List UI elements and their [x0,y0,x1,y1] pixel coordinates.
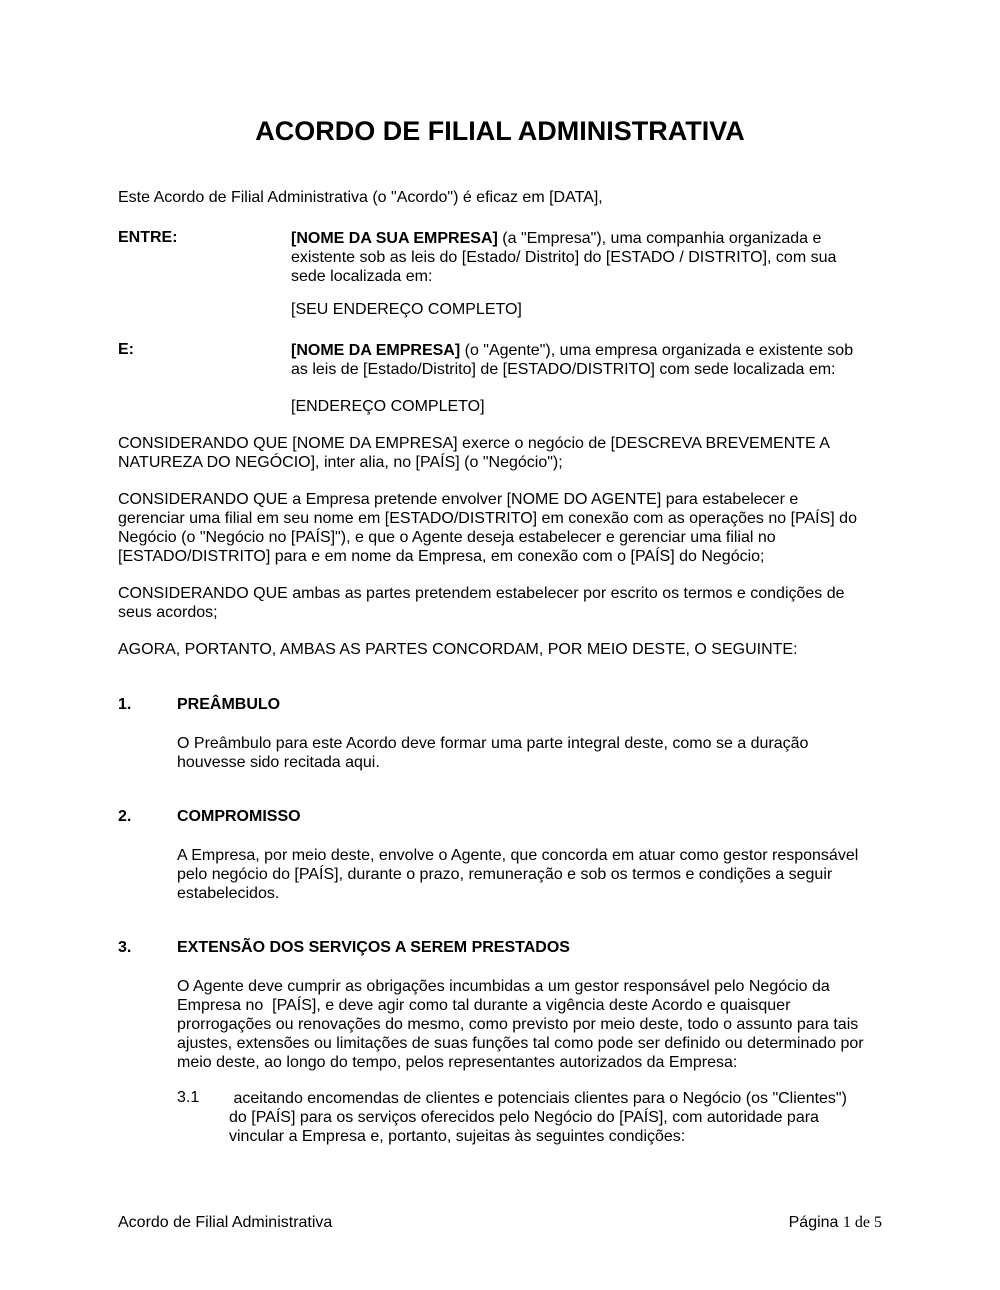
section-2-title: COMPROMISSO [177,808,301,825]
footer-page-number: Página 1 de 5 [788,1214,882,1231]
party-label-entre: ENTRE: [118,229,178,246]
section-2-body: A Empresa, por meio deste, envolve o Agente, que concorda em atuar como gestor responsável pelo negócio do [PAÍS], durante o prazo, remuneração e sob os termos e condições a seguir estabelecidos. [177,847,859,902]
subsection-3-1-number: 3.1 [177,1089,200,1106]
current-page: 1 [842,1214,851,1231]
recital-1: CONSIDERANDO QUE [NOME DA EMPRESA] exerce o negócio de [DESCREVA BREVEMENTE A NATUREZA DO NEGÓCIO], inter alia, no [PAÍS] (o "Negócio"); [118,435,830,471]
party-1-description: [NOME DA SUA EMPRESA] (a "Empresa"), uma companhia organizada e existente sob as leis do [Estado/ Distrito] do [ESTADO / DISTRITO], com sua sede localizada em: [291,230,837,285]
recital-2: CONSIDERANDO QUE a Empresa pretende envolver [NOME DO AGENTE] para estabelecer e gerenciar uma filial em seu nome em [ESTADO/DISTRITO] em conexão com as operações no [PAÍS] do Negócio (o "Negócio no [PAÍS]"), e que o Agente deseja estabelecer e gerenciar uma filial no [ESTADO/DISTRITO] para e em nome da Empresa, em conexão com o [PAÍS] do Negócio; [118,491,857,565]
subsection-3-1-body: aceitando encomendas de clientes e potenciais clientes para o Negócio (os "Clientes") do [PAÍS] para os serviços oferecidos pelo Negócio do [PAÍS], com autoridade para vincular a Empresa e, portanto, sujeitas às seguintes condições: [229,1090,847,1145]
section-3-body: O Agente deve cumprir as obrigações incumbidas a um gestor responsável pelo Negócio da Empresa no [PAÍS], e deve agir como tal durante a vigência deste Acordo e quaisquer prorrogações ou renovações do mesmo, como previsto por meio deste, todo o assunto para tais ajustes, extensões ou limitações de suas funções tal como pode ser definido ou determinado por meio deste, ao longo do tempo, pelos representantes autorizados da Empresa: [177,978,864,1071]
intro-paragraph: Este Acordo de Filial Administrativa (o "Acordo") é eficaz em [DATA], [118,189,603,206]
party-1-address: [SEU ENDEREÇO COMPLETO] [291,301,522,318]
party-label-e: E: [118,341,134,358]
section-3-number: 3. [118,939,132,956]
footer-document-name: Acordo de Filial Administrativa [118,1214,333,1231]
agreement-statement: AGORA, PORTANTO, AMBAS AS PARTES CONCORDAM, POR MEIO DESTE, O SEGUINTE: [118,641,798,658]
total-pages: 5 [874,1214,882,1231]
section-1-title: PREÂMBULO [177,696,281,713]
section-1-body: O Preâmbulo para este Acordo deve formar uma parte integral deste, como se a duração houvesse sido recitada aqui. [177,735,809,771]
section-3-title: EXTENSÃO DOS SERVIÇOS A SEREM PRESTADOS [177,939,570,956]
party-2-name: [NOME DA EMPRESA] [291,342,461,359]
document-title: ACORDO DE FILIAL ADMINISTRATIVA [255,116,745,146]
party-2-address: [ENDEREÇO COMPLETO] [291,398,485,415]
section-1-number: 1. [118,696,132,713]
recital-3: CONSIDERANDO QUE ambas as partes pretendem estabelecer por escrito os termos e condições de seus acordos; [118,585,845,621]
party-1-name: [NOME DA SUA EMPRESA] [291,230,498,247]
party-2-description: [NOME DA EMPRESA] (o "Agente"), uma empresa organizada e existente sob as leis de [Estado/Distrito] de [ESTADO/DISTRITO] com sede localizada em: [291,342,854,378]
section-2-number: 2. [118,808,132,825]
